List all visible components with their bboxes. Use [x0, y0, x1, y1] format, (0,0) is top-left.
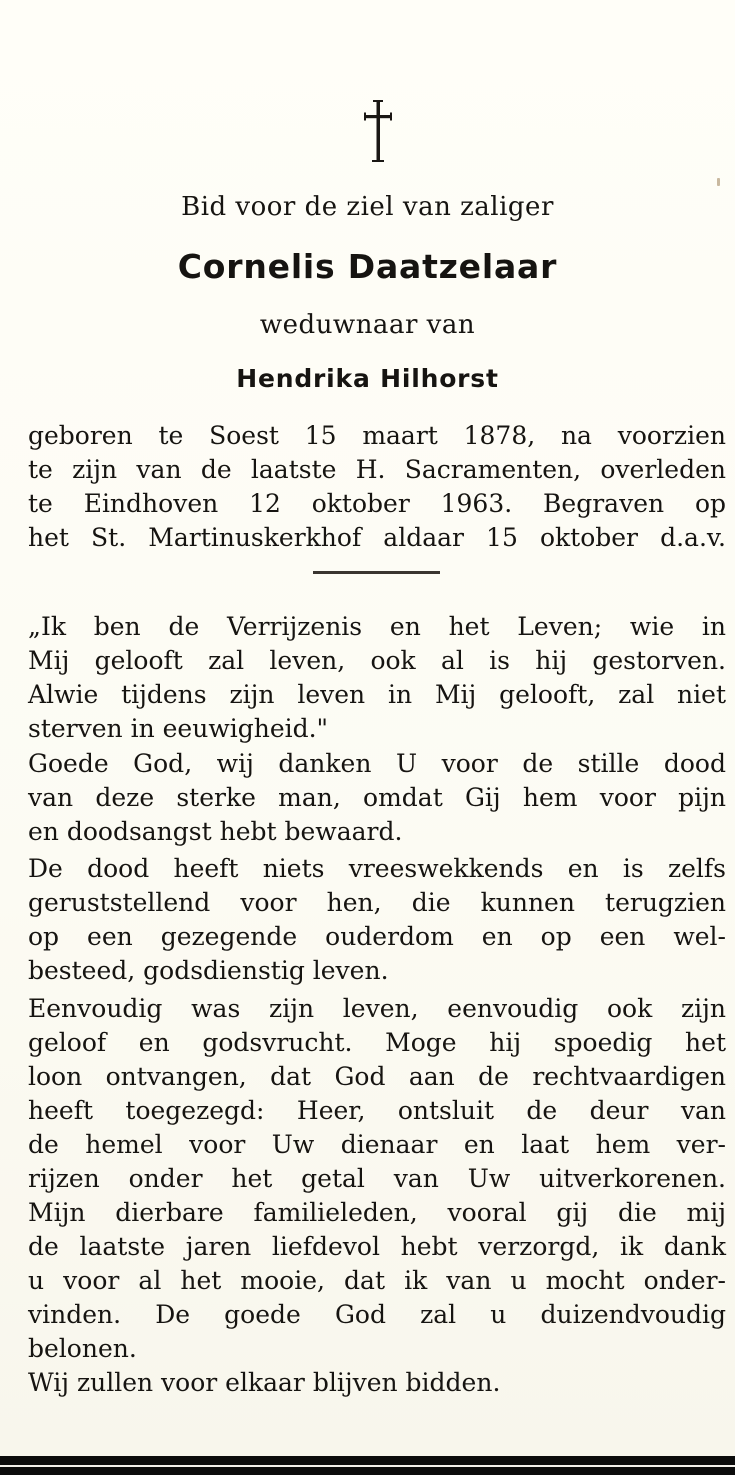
spouse-name: Hendrika Hilhorst	[236, 364, 499, 393]
deceased-name: Cornelis Daatzelaar	[177, 247, 558, 286]
prayer-line: en doodsangst hebt bewaard.	[28, 817, 403, 846]
prayer-line: van deze sterke man, omdat Gij hem voor pijn	[28, 783, 726, 812]
prayer-line: besteed, godsdienstig leven.	[28, 956, 389, 985]
prayer-line: Eenvoudig was zijn leven, eenvoudig ook zijn	[28, 994, 726, 1023]
biography-line: geboren te Soest 15 maart 1878, na voorzien	[28, 421, 726, 450]
prayer-line: Goede God, wij danken U voor de stille dood	[28, 749, 726, 778]
biography-line: te Eindhoven 12 oktober 1963. Begraven op	[28, 489, 726, 518]
prayer-paragraph-4	[28, 1196, 726, 1366]
prayer-paragraph-3	[28, 992, 726, 1196]
prayer-line: Mijn dierbare familieleden, vooral gij die mij	[28, 1198, 726, 1227]
biography-paragraph	[28, 419, 726, 555]
quote-line: Mij gelooft zal leven, ook al is hij gestorven.	[28, 646, 726, 675]
prayer-line: de hemel voor Uw dienaar en laat hem ver-	[28, 1130, 726, 1159]
prayer-paragraph-2	[28, 852, 726, 988]
prayer-line: rijzen onder het getal van Uw uitverkorenen.	[28, 1164, 726, 1193]
print-speck	[717, 178, 720, 186]
prayer-line: loon ontvangen, dat God aan de rechtvaardigen	[28, 1062, 726, 1091]
biography-line: te zijn van de laatste H. Sacramenten, overleden	[28, 455, 726, 484]
prayer-paragraph-1	[28, 747, 726, 849]
prayer-line: heeft toegezegd: Heer, ontsluit de deur van	[28, 1096, 726, 1125]
biography-line: het St. Martinuskerkhof aldaar 15 oktober d.a.v.	[28, 523, 726, 552]
prayer-line: De dood heeft niets vreeswekkends en is zelfs	[28, 854, 726, 883]
closing-line: Wij zullen voor elkaar blijven bidden.	[28, 1368, 501, 1397]
scan-edge-band	[0, 1456, 735, 1475]
prayer-line: op een gezegende ouderdom en op een wel-	[28, 922, 726, 951]
quote-line: „Ik ben de Verrijzenis en het Leven; wie in	[28, 612, 726, 641]
latin-cross-icon	[361, 98, 395, 164]
prayer-line: geruststellend voor hen, die kunnen terugzien	[28, 888, 726, 917]
closing-paragraph	[28, 1366, 726, 1400]
prayer-line: belonen.	[28, 1334, 137, 1363]
prayer-line: vinden. De goede God zal u duizendvoudig	[28, 1300, 726, 1329]
prayer-line: geloof en godsvrucht. Moge hij spoedig het	[28, 1028, 726, 1057]
relation-text: weduwnaar van	[259, 310, 476, 340]
divider-rule	[313, 571, 440, 574]
prayer-line: de laatste jaren liefdevol hebt verzorgd, ik dank	[28, 1232, 726, 1261]
quote-paragraph	[28, 610, 726, 746]
prayer-line: u voor al het mooie, dat ik van u mocht onder-	[28, 1266, 726, 1295]
intro-text: Bid voor de ziel van zaliger	[181, 192, 554, 222]
quote-line: sterven in eeuwigheid."	[28, 714, 329, 743]
quote-line: Alwie tijdens zijn leven in Mij gelooft, zal niet	[28, 680, 726, 709]
